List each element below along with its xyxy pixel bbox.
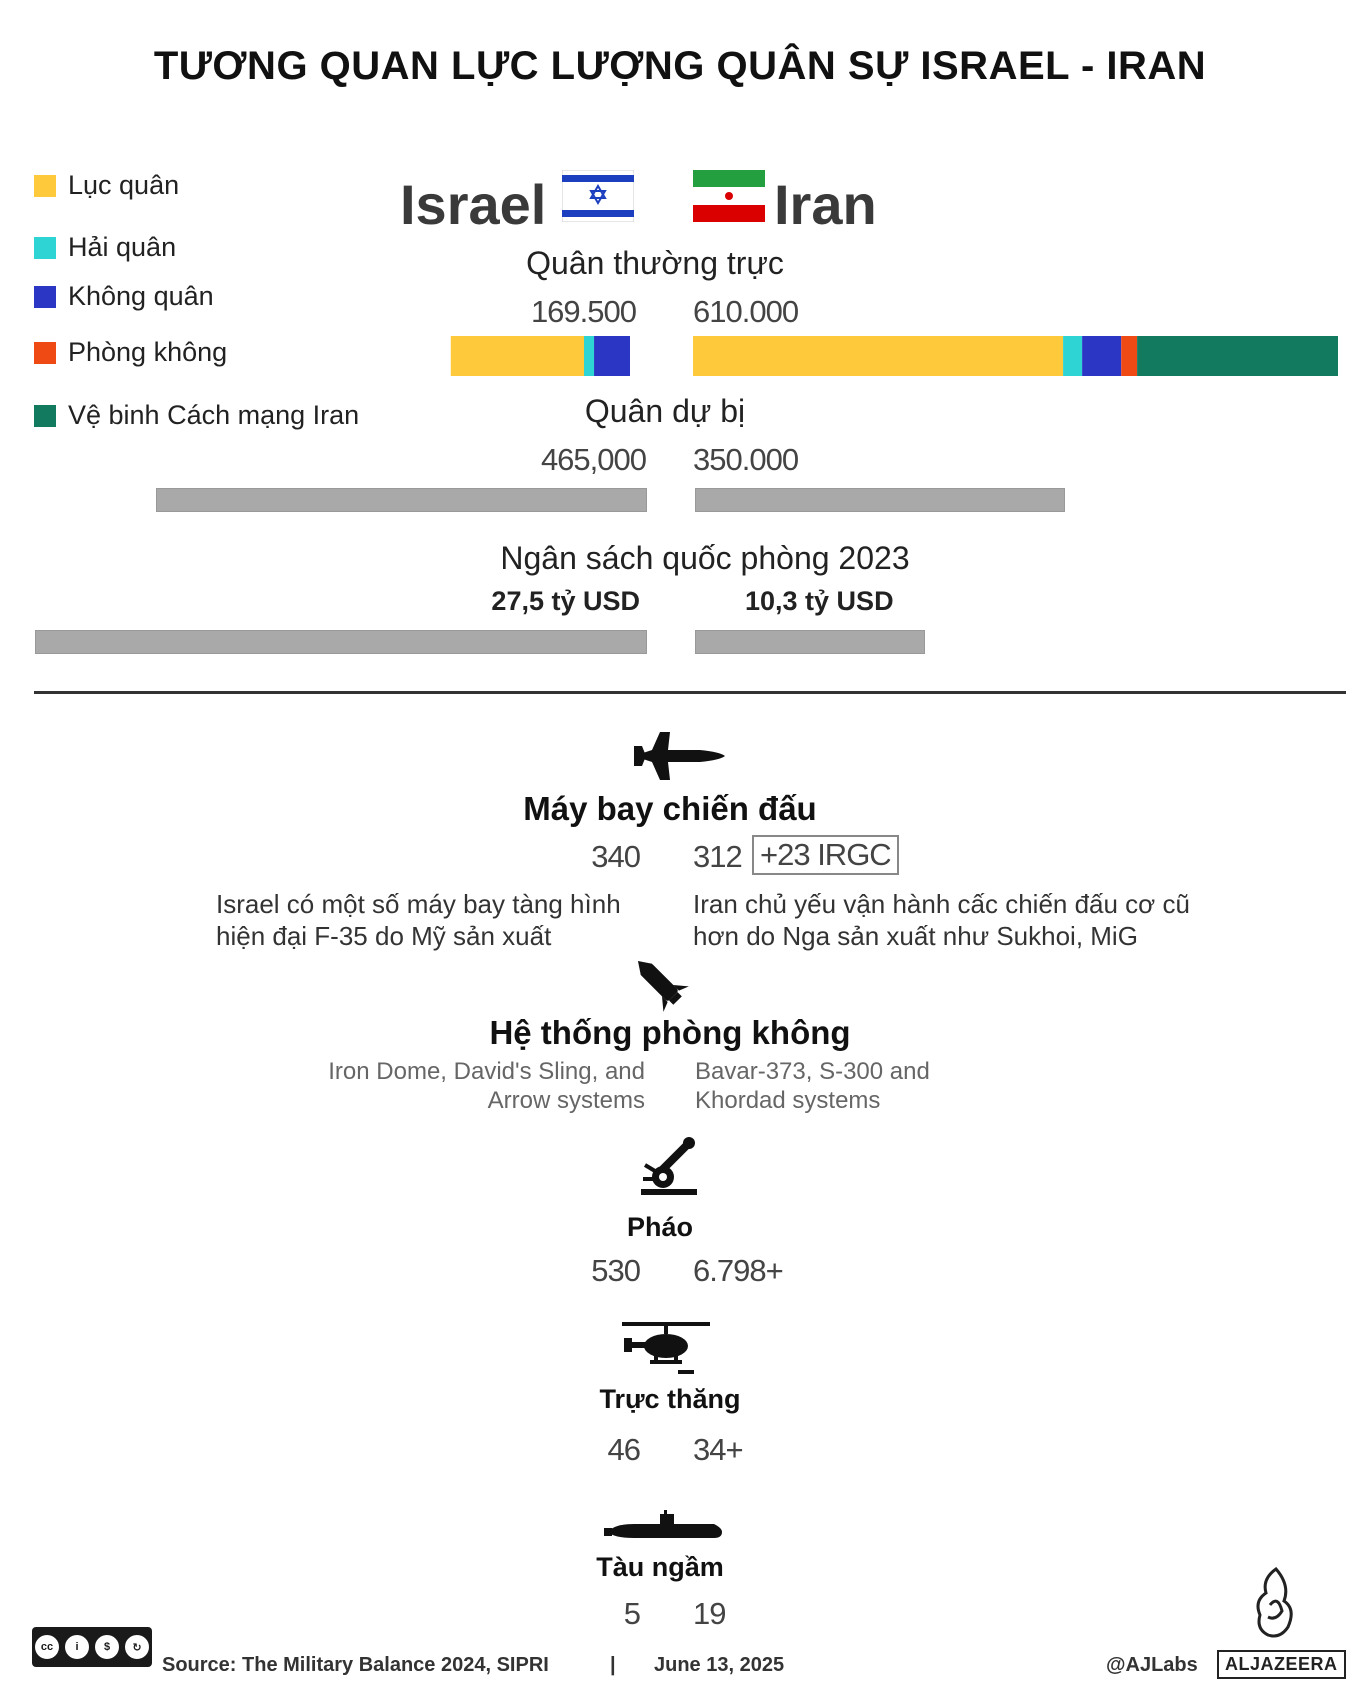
footer-separator: | bbox=[610, 1654, 616, 1676]
note-line: Israel có một số máy bay tàng hình bbox=[216, 889, 621, 919]
date-text: June 13, 2025 bbox=[654, 1654, 785, 1676]
legend-swatch bbox=[34, 175, 56, 197]
note-line: hiện đại F-35 do Mỹ sản xuất bbox=[216, 921, 552, 951]
legend-item-irgc bbox=[34, 400, 359, 431]
artillery-icon bbox=[637, 1135, 701, 1197]
missile-icon bbox=[632, 955, 692, 1015]
ajlabs-handle: @AJLabs bbox=[1106, 1654, 1198, 1676]
israel-active-segment-2 bbox=[594, 336, 630, 376]
iran-artillery-value: 6.798+ bbox=[693, 1253, 783, 1288]
iran-active-segment-1 bbox=[1063, 336, 1082, 376]
by-icon: i bbox=[63, 1633, 91, 1661]
page-title: TƯƠNG QUAN LỰC LƯỢNG QUÂN SỰ ISRAEL - IRAN bbox=[153, 44, 1207, 88]
note-line: Iran chủ yếu vận hành cấc chiến đấu cơ cũ bbox=[693, 889, 1190, 919]
israel-submarine-value: 5 bbox=[623, 1596, 640, 1631]
israel-active-segment-0 bbox=[451, 336, 584, 376]
budget-title: Ngân sách quốc phòng 2023 bbox=[500, 540, 910, 576]
iran-fighter-note bbox=[693, 888, 1190, 952]
active-personnel-title: Quân thường trực bbox=[526, 245, 784, 281]
iran-budget-bar bbox=[695, 630, 925, 654]
legend-label: Lục quân bbox=[68, 170, 180, 200]
legend-label: Phòng không bbox=[68, 337, 228, 367]
legend-swatch bbox=[34, 405, 56, 427]
israel-fighter-value: 340 bbox=[591, 839, 640, 874]
israel-artillery-value: 530 bbox=[591, 1253, 640, 1288]
helicopter-icon bbox=[620, 1318, 712, 1376]
air-defense-title: Hệ thống phòng không bbox=[489, 1014, 851, 1051]
israel-air-defense-note bbox=[240, 1057, 645, 1115]
note-line: hơn do Nga sản xuất như Sukhoi, MiG bbox=[693, 921, 1138, 951]
iran-irgc-fighter-badge: +23 IRGC bbox=[752, 835, 899, 875]
iran-active-segment-3 bbox=[1121, 336, 1137, 376]
iran-reserve-bar bbox=[695, 488, 1065, 512]
israel-budget-value: 27,5 tỷ USD bbox=[491, 586, 640, 616]
active-personnel-bars bbox=[0, 332, 1360, 376]
israel-helicopter-value: 46 bbox=[607, 1432, 640, 1467]
iran-reserve-value: 350.000 bbox=[693, 442, 799, 477]
helicopter-title: Trực thăng bbox=[599, 1384, 741, 1414]
fighter-jets-title: Máy bay chiến đấu bbox=[523, 790, 817, 827]
section-divider bbox=[34, 691, 1346, 694]
aljazeera-logo-icon bbox=[1250, 1565, 1302, 1645]
reserve-title: Quân dự bị bbox=[584, 393, 746, 429]
legend-swatch bbox=[34, 237, 56, 259]
israel-active-value: 169.500 bbox=[530, 294, 636, 329]
submarine-title: Tàu ngầm bbox=[596, 1552, 724, 1582]
israel-active-segment-1 bbox=[584, 336, 594, 376]
iran-active-segment-2 bbox=[1082, 336, 1121, 376]
iran-air-defense-note bbox=[695, 1057, 930, 1115]
iran-flag-icon bbox=[693, 170, 765, 222]
note-line: Iron Dome, David's Sling, and bbox=[328, 1058, 645, 1085]
artillery-title: Pháo bbox=[626, 1212, 693, 1242]
sa-icon: ↻ bbox=[123, 1633, 151, 1661]
israel-reserve-value: 465,000 bbox=[540, 442, 646, 477]
source-text: Source: The Military Balance 2024, SIPRI bbox=[162, 1654, 549, 1676]
note-line: Bavar-373, S-300 and bbox=[695, 1058, 930, 1085]
iran-fighter-value: 312 bbox=[693, 839, 742, 874]
fighter-jet-icon bbox=[630, 730, 726, 782]
creative-commons-license-icon bbox=[32, 1627, 152, 1667]
iran-helicopter-value: 34+ bbox=[693, 1432, 743, 1467]
israel-flag-icon bbox=[562, 170, 634, 222]
iran-active-value: 610.000 bbox=[693, 294, 799, 329]
iran-budget-value: 10,3 tỷ USD bbox=[745, 586, 894, 616]
iran-submarine-value: 19 bbox=[693, 1596, 726, 1631]
note-line: Khordad systems bbox=[695, 1087, 881, 1114]
country-iran-label: Iran bbox=[774, 173, 877, 236]
submarine-icon bbox=[604, 1510, 724, 1546]
israel-budget-bar bbox=[35, 630, 647, 654]
legend-item-navy bbox=[34, 232, 176, 263]
aljazeera-brand: ALJAZEERA bbox=[1217, 1650, 1346, 1679]
legend-item-airforce bbox=[34, 281, 214, 312]
note-line: Arrow systems bbox=[487, 1087, 645, 1114]
israel-reserve-bar bbox=[156, 488, 647, 512]
cc-icon: cc bbox=[33, 1633, 61, 1661]
country-israel-label: Israel bbox=[400, 173, 547, 236]
israel-fighter-note bbox=[216, 888, 621, 952]
legend-label: Vệ binh Cách mạng Iran bbox=[68, 400, 360, 430]
legend-label: Không quân bbox=[68, 281, 214, 311]
nc-icon: $ bbox=[93, 1633, 121, 1661]
legend-item-army bbox=[34, 170, 179, 201]
legend-label: Hải quân bbox=[68, 232, 177, 262]
iran-active-segment-4 bbox=[1137, 336, 1338, 376]
iran-active-segment-0 bbox=[693, 336, 1063, 376]
legend-swatch bbox=[34, 286, 56, 308]
